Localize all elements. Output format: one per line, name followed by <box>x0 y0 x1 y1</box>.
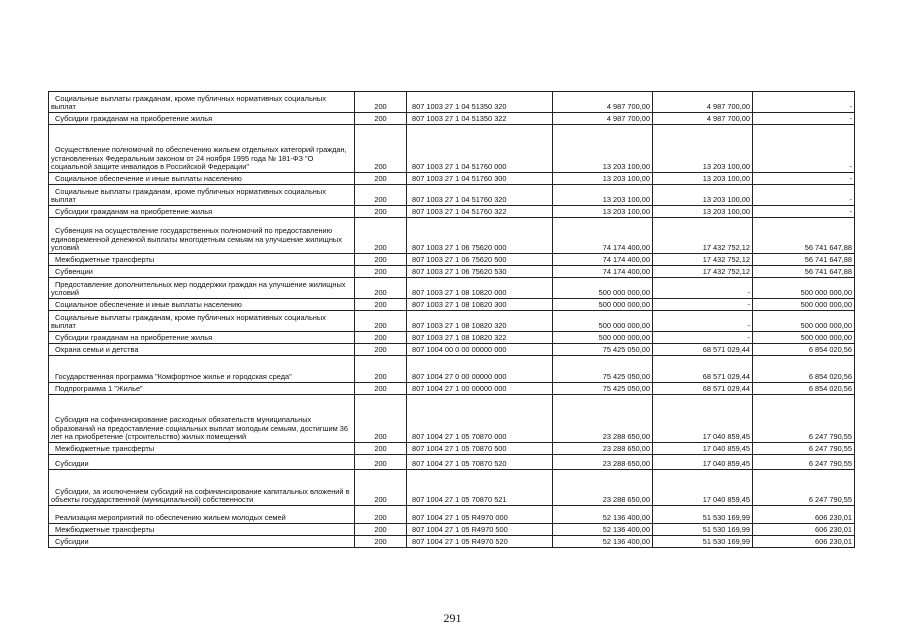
row-name-cell: Реализация мероприятий по обеспечению жильем молодых семей <box>49 506 355 524</box>
row-approved-amount-cell: 4 987 700,00 <box>553 113 653 125</box>
row-classification-code-cell: 807 1004 27 1 00 00000 000 <box>407 383 553 395</box>
table-row <box>49 278 855 299</box>
row-code-cell: 200 <box>355 278 407 299</box>
row-classification-code-cell: 807 1003 27 1 04 51760 322 <box>407 206 553 218</box>
row-unexecuted-amount-cell: 56 741 647,88 <box>753 254 855 266</box>
row-executed-amount-cell: - <box>653 299 753 311</box>
row-name-cell: Субсидия на софинансирование расходных обязательств муниципальных образований на предоставление социальных выплат молодым семьям, достигшим 36 лет на приобретение (строительство) жилых помещений <box>49 395 355 443</box>
row-classification-code-cell: 807 1003 27 1 04 51760 320 <box>407 185 553 206</box>
row-name-cell: Субсидии <box>49 455 355 470</box>
row-executed-amount-cell: 51 530 169,99 <box>653 506 753 524</box>
table-body <box>49 92 855 548</box>
row-unexecuted-amount-cell: - <box>753 113 855 125</box>
table-row <box>49 470 855 506</box>
row-code-cell: 200 <box>355 356 407 383</box>
row-executed-amount-cell: 51 530 169,99 <box>653 536 753 548</box>
row-approved-amount-cell: 74 174 400,00 <box>553 254 653 266</box>
row-executed-amount-cell: - <box>653 278 753 299</box>
row-approved-amount-cell: 23 288 650,00 <box>553 443 653 455</box>
row-approved-amount-cell: 23 288 650,00 <box>553 470 653 506</box>
row-classification-code-cell: 807 1003 27 1 08 10820 320 <box>407 311 553 332</box>
row-name-cell: Субвенции <box>49 266 355 278</box>
row-approved-amount-cell: 13 203 100,00 <box>553 185 653 206</box>
row-approved-amount-cell: 23 288 650,00 <box>553 395 653 443</box>
table-row <box>49 395 855 443</box>
row-code-cell: 200 <box>355 173 407 185</box>
row-approved-amount-cell: 75 425 050,00 <box>553 356 653 383</box>
table-row <box>49 206 855 218</box>
row-unexecuted-amount-cell: 6 854 020,56 <box>753 344 855 356</box>
row-executed-amount-cell: 17 040 859,45 <box>653 395 753 443</box>
row-classification-code-cell: 807 1004 27 1 05 70870 500 <box>407 443 553 455</box>
row-classification-code-cell: 807 1004 27 1 05 R4970 520 <box>407 536 553 548</box>
row-approved-amount-cell: 74 174 400,00 <box>553 218 653 254</box>
row-code-cell: 200 <box>355 311 407 332</box>
table-row <box>49 524 855 536</box>
row-code-cell: 200 <box>355 254 407 266</box>
row-approved-amount-cell: 13 203 100,00 <box>553 125 653 173</box>
row-name-cell: Подпрограмма 1 "Жилье" <box>49 383 355 395</box>
row-executed-amount-cell: 17 040 859,45 <box>653 443 753 455</box>
row-code-cell: 200 <box>355 218 407 254</box>
row-executed-amount-cell: 51 530 169,99 <box>653 524 753 536</box>
row-classification-code-cell: 807 1004 27 1 05 70870 520 <box>407 455 553 470</box>
row-executed-amount-cell: 4 987 700,00 <box>653 92 753 113</box>
table-row <box>49 92 855 113</box>
row-code-cell: 200 <box>355 266 407 278</box>
row-name-cell: Государственная программа "Комфортное жилье и городская среда" <box>49 356 355 383</box>
row-unexecuted-amount-cell: 6 247 790,55 <box>753 455 855 470</box>
row-code-cell: 200 <box>355 206 407 218</box>
table-row <box>49 266 855 278</box>
table-row <box>49 113 855 125</box>
table-row <box>49 443 855 455</box>
table-row <box>49 254 855 266</box>
row-name-cell: Социальные выплаты гражданам, кроме публичных нормативных социальных выплат <box>49 92 355 113</box>
row-approved-amount-cell: 52 136 400,00 <box>553 524 653 536</box>
row-classification-code-cell: 807 1003 27 1 04 51760 300 <box>407 173 553 185</box>
row-classification-code-cell: 807 1003 27 1 04 51350 320 <box>407 92 553 113</box>
row-classification-code-cell: 807 1004 27 1 05 R4970 500 <box>407 524 553 536</box>
row-name-cell: Межбюджетные трансферты <box>49 254 355 266</box>
row-name-cell: Субсидии гражданам на приобретение жилья <box>49 206 355 218</box>
row-approved-amount-cell: 52 136 400,00 <box>553 536 653 548</box>
row-code-cell: 200 <box>355 524 407 536</box>
row-approved-amount-cell: 75 425 050,00 <box>553 383 653 395</box>
row-executed-amount-cell: 17 432 752,12 <box>653 218 753 254</box>
row-name-cell: Социальные выплаты гражданам, кроме публичных нормативных социальных выплат <box>49 185 355 206</box>
row-executed-amount-cell: 68 571 029,44 <box>653 383 753 395</box>
row-approved-amount-cell: 52 136 400,00 <box>553 506 653 524</box>
row-unexecuted-amount-cell: - <box>753 185 855 206</box>
row-approved-amount-cell: 74 174 400,00 <box>553 266 653 278</box>
row-unexecuted-amount-cell: 56 741 647,88 <box>753 218 855 254</box>
table-row <box>49 536 855 548</box>
row-classification-code-cell: 807 1003 27 1 04 51760 000 <box>407 125 553 173</box>
row-approved-amount-cell: 75 425 050,00 <box>553 344 653 356</box>
row-unexecuted-amount-cell: 606 230,01 <box>753 536 855 548</box>
row-name-cell: Социальное обеспечение и иные выплаты населению <box>49 299 355 311</box>
table-row <box>49 311 855 332</box>
row-name-cell: Охрана семьи и детства <box>49 344 355 356</box>
table-row <box>49 332 855 344</box>
row-classification-code-cell: 807 1004 00 0 00 00000 000 <box>407 344 553 356</box>
row-name-cell: Социальные выплаты гражданам, кроме публичных нормативных социальных выплат <box>49 311 355 332</box>
table-row <box>49 218 855 254</box>
table-row <box>49 185 855 206</box>
row-classification-code-cell: 807 1003 27 1 08 10820 000 <box>407 278 553 299</box>
row-executed-amount-cell: 13 203 100,00 <box>653 185 753 206</box>
row-approved-amount-cell: 500 000 000,00 <box>553 278 653 299</box>
row-unexecuted-amount-cell: 6 854 020,56 <box>753 356 855 383</box>
row-executed-amount-cell: 17 432 752,12 <box>653 266 753 278</box>
row-code-cell: 200 <box>355 113 407 125</box>
row-executed-amount-cell: 17 040 859,45 <box>653 455 753 470</box>
row-classification-code-cell: 807 1003 27 1 06 75620 000 <box>407 218 553 254</box>
row-approved-amount-cell: 23 288 650,00 <box>553 455 653 470</box>
row-unexecuted-amount-cell: - <box>753 125 855 173</box>
row-unexecuted-amount-cell: - <box>753 92 855 113</box>
row-classification-code-cell: 807 1003 27 1 06 75620 530 <box>407 266 553 278</box>
row-unexecuted-amount-cell: 6 247 790,55 <box>753 395 855 443</box>
row-name-cell: Осуществление полномочий по обеспечению жильем отдельных категорий граждан, установленных Федеральным законом от 24 ноября 1995 года № 181-ФЗ "О социальной защите инвалидов в Российской Федерации" <box>49 125 355 173</box>
row-approved-amount-cell: 4 987 700,00 <box>553 92 653 113</box>
table-row <box>49 299 855 311</box>
row-classification-code-cell: 807 1003 27 1 04 51350 322 <box>407 113 553 125</box>
row-code-cell: 200 <box>355 443 407 455</box>
row-code-cell: 200 <box>355 506 407 524</box>
row-code-cell: 200 <box>355 395 407 443</box>
row-name-cell: Субсидии гражданам на приобретение жилья <box>49 113 355 125</box>
row-approved-amount-cell: 500 000 000,00 <box>553 332 653 344</box>
table-row <box>49 455 855 470</box>
row-classification-code-cell: 807 1004 27 1 05 70870 000 <box>407 395 553 443</box>
row-executed-amount-cell: - <box>653 311 753 332</box>
row-classification-code-cell: 807 1004 27 0 00 00000 000 <box>407 356 553 383</box>
row-unexecuted-amount-cell: 500 000 000,00 <box>753 311 855 332</box>
row-classification-code-cell: 807 1003 27 1 06 75620 500 <box>407 254 553 266</box>
row-unexecuted-amount-cell: - <box>753 173 855 185</box>
row-executed-amount-cell: 17 432 752,12 <box>653 254 753 266</box>
row-unexecuted-amount-cell: 606 230,01 <box>753 524 855 536</box>
row-name-cell: Социальное обеспечение и иные выплаты населению <box>49 173 355 185</box>
table-row <box>49 173 855 185</box>
row-name-cell: Субсидии, за исключением субсидий на софинансирование капитальных вложений в объекты государственной (муниципальной) собственности <box>49 470 355 506</box>
row-approved-amount-cell: 500 000 000,00 <box>553 299 653 311</box>
row-unexecuted-amount-cell: 500 000 000,00 <box>753 278 855 299</box>
table-row <box>49 344 855 356</box>
row-name-cell: Субвенция на осуществление государственных полномочий по предоставлению единовременной денежной выплаты многодетным семьям на улучшение жилищных условий <box>49 218 355 254</box>
row-name-cell: Межбюджетные трансферты <box>49 443 355 455</box>
row-name-cell: Субсидии <box>49 536 355 548</box>
budget-execution-table <box>48 91 855 548</box>
row-unexecuted-amount-cell: 500 000 000,00 <box>753 299 855 311</box>
table-row <box>49 125 855 173</box>
page-number: 291 <box>443 611 462 625</box>
row-code-cell: 200 <box>355 536 407 548</box>
row-executed-amount-cell: 13 203 100,00 <box>653 173 753 185</box>
row-code-cell: 200 <box>355 125 407 173</box>
row-executed-amount-cell: 13 203 100,00 <box>653 206 753 218</box>
row-unexecuted-amount-cell: 500 000 000,00 <box>753 332 855 344</box>
row-code-cell: 200 <box>355 299 407 311</box>
row-code-cell: 200 <box>355 383 407 395</box>
row-unexecuted-amount-cell: 6 247 790,55 <box>753 443 855 455</box>
row-approved-amount-cell: 500 000 000,00 <box>553 311 653 332</box>
row-name-cell: Субсидии гражданам на приобретение жилья <box>49 332 355 344</box>
row-code-cell: 200 <box>355 344 407 356</box>
row-approved-amount-cell: 13 203 100,00 <box>553 173 653 185</box>
row-executed-amount-cell: 4 987 700,00 <box>653 113 753 125</box>
row-unexecuted-amount-cell: 606 230,01 <box>753 506 855 524</box>
row-code-cell: 200 <box>355 185 407 206</box>
row-executed-amount-cell: 68 571 029,44 <box>653 344 753 356</box>
row-executed-amount-cell: 17 040 859,45 <box>653 470 753 506</box>
row-code-cell: 200 <box>355 455 407 470</box>
row-executed-amount-cell: - <box>653 332 753 344</box>
table-row <box>49 356 855 383</box>
row-unexecuted-amount-cell: - <box>753 206 855 218</box>
row-classification-code-cell: 807 1004 27 1 05 70870 521 <box>407 470 553 506</box>
table-row <box>49 506 855 524</box>
row-classification-code-cell: 807 1003 27 1 08 10820 300 <box>407 299 553 311</box>
row-code-cell: 200 <box>355 92 407 113</box>
row-executed-amount-cell: 68 571 029,44 <box>653 356 753 383</box>
row-executed-amount-cell: 13 203 100,00 <box>653 125 753 173</box>
row-unexecuted-amount-cell: 6 854 020,56 <box>753 383 855 395</box>
row-unexecuted-amount-cell: 56 741 647,88 <box>753 266 855 278</box>
row-name-cell: Предоставление дополнительных мер поддержки граждан на улучшение жилищных условий <box>49 278 355 299</box>
row-name-cell: Межбюджетные трансферты <box>49 524 355 536</box>
row-classification-code-cell: 807 1003 27 1 08 10820 322 <box>407 332 553 344</box>
row-classification-code-cell: 807 1004 27 1 05 R4970 000 <box>407 506 553 524</box>
row-code-cell: 200 <box>355 470 407 506</box>
row-unexecuted-amount-cell: 6 247 790,55 <box>753 470 855 506</box>
row-code-cell: 200 <box>355 332 407 344</box>
table-row <box>49 383 855 395</box>
row-approved-amount-cell: 13 203 100,00 <box>553 206 653 218</box>
